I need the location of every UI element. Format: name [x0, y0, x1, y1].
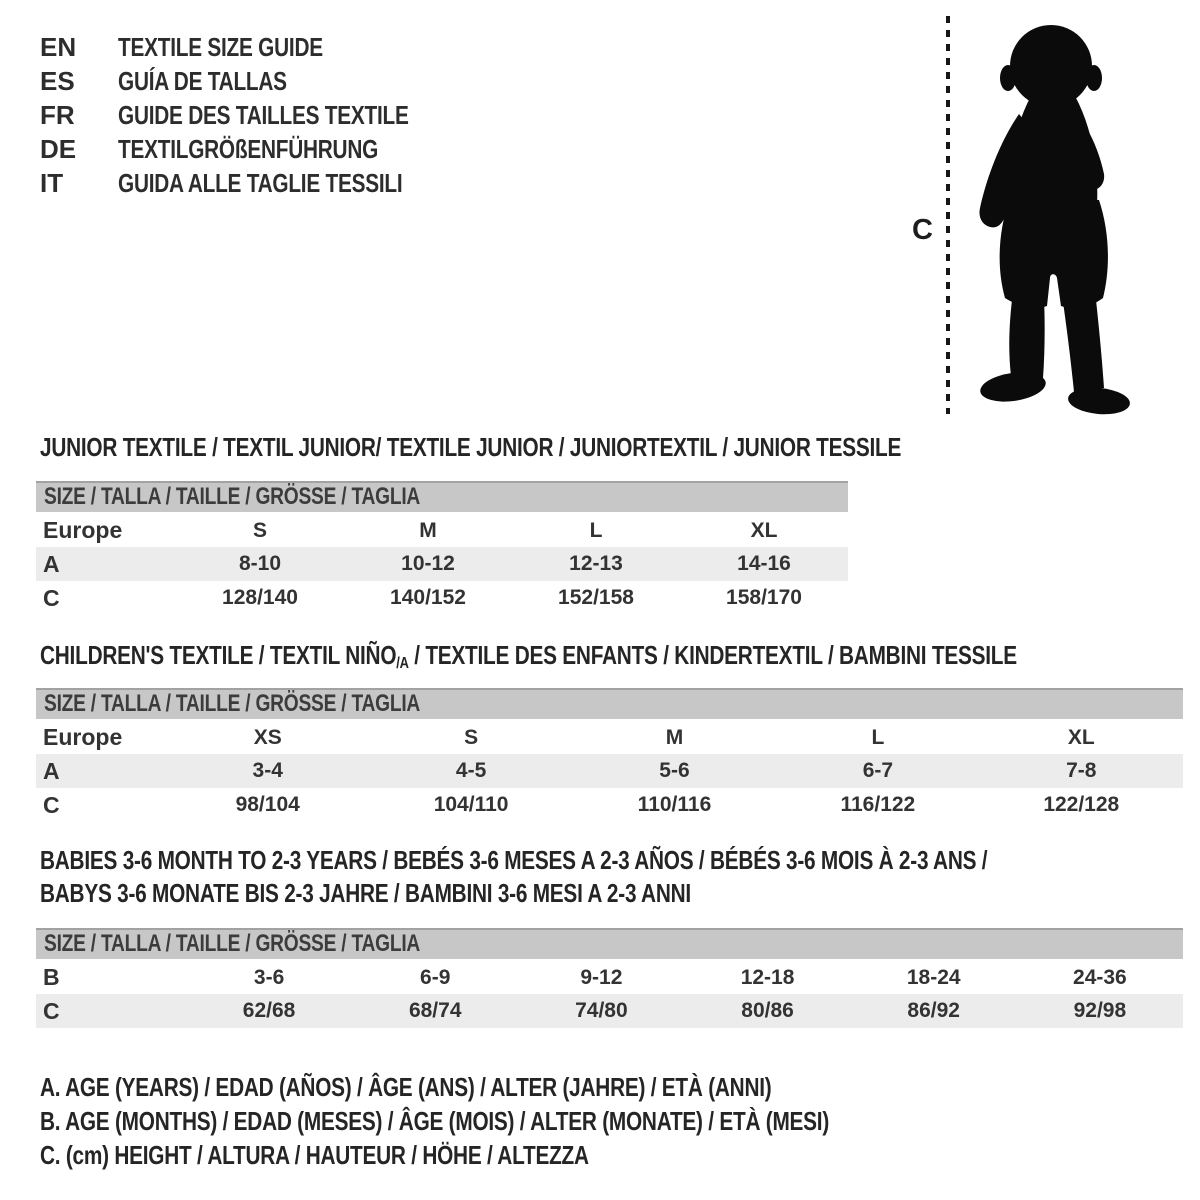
babies-section-title-line1 — [40, 845, 1200, 876]
language-title-list — [40, 30, 481, 200]
lang-code: EN — [40, 31, 77, 62]
junior-section-title — [40, 432, 1116, 463]
value-cell: 98/104 — [235, 793, 300, 816]
row-label: A — [36, 547, 176, 581]
size-cell: XS — [253, 725, 282, 749]
children-title-subscript: /A — [396, 654, 409, 673]
lang-row-fr — [40, 98, 481, 132]
measurement-legend — [40, 1070, 1026, 1172]
size-header-cell — [36, 929, 1183, 960]
value-cell: 6-7 — [776, 754, 979, 788]
height-measure-label: C — [912, 214, 933, 246]
size-cell: L — [871, 725, 885, 749]
junior-size-table — [36, 481, 848, 615]
row-label: A — [36, 754, 166, 788]
value-cell: 86/92 — [851, 994, 1017, 1028]
row-label: Europe — [43, 724, 123, 751]
babies-section-title-line2 — [40, 878, 854, 909]
size-header-cell — [36, 689, 1183, 720]
size-header-row — [36, 929, 1183, 960]
size-cell: M — [665, 725, 684, 749]
value-cell: 12-18 — [740, 965, 795, 989]
size-cell: L — [589, 518, 603, 542]
table-row-europe — [36, 720, 1183, 754]
table-row-height — [36, 788, 1183, 822]
value-cell: 68/74 — [352, 994, 518, 1028]
size-cell: S — [464, 725, 479, 749]
children-size-table — [36, 688, 1183, 822]
row-label: C — [43, 791, 60, 818]
value-cell: 62/68 — [186, 994, 352, 1028]
legend-line-c — [40, 1138, 1026, 1172]
size-cell: XL — [1067, 725, 1095, 749]
legend-line-a-text: A. AGE (YEARS) / EDAD (AÑOS) / ÂGE (ANS) / ALTER (JAHRE) / ETÀ (ANNI) — [40, 1071, 772, 1102]
babies-section-title-line1-text: BABIES 3-6 MONTH TO 2-3 YEARS / BEBÉS 3-6 MESES A 2-3 AÑOS / BÉBÉS 3-6 MOIS À 2-3 ANS / — [40, 845, 988, 875]
children-title-post: / TEXTILE DES ENFANTS / KINDERTEXTIL / BAMBINI TESSILE — [408, 640, 1017, 670]
value-cell: 122/128 — [1043, 793, 1120, 816]
value-cell: 5-6 — [573, 754, 776, 788]
lang-title: GUIDE DES TAILLES TEXTILE — [118, 99, 409, 130]
value-cell: 9-12 — [580, 965, 623, 989]
value-cell: 152/158 — [558, 586, 634, 609]
value-cell: 3-6 — [253, 965, 285, 989]
row-label: C — [36, 994, 186, 1028]
lang-row-de — [40, 132, 481, 166]
row-label: Europe — [43, 517, 123, 544]
baby-silhouette-icon — [963, 14, 1145, 420]
lang-code: FR — [40, 99, 75, 130]
children-title-pre: CHILDREN'S TEXTILE / TEXTIL NIÑO — [40, 640, 397, 670]
size-header-row — [36, 482, 848, 513]
value-cell: 6-9 — [420, 965, 451, 989]
lang-title: GUIDA ALLE TAGLIE TESSILI — [118, 167, 403, 198]
lang-code: IT — [40, 167, 64, 198]
row-label: B — [43, 964, 60, 991]
size-header-cell — [36, 482, 848, 513]
height-measure-dashed-line — [946, 16, 950, 414]
value-cell: 10-12 — [344, 547, 512, 581]
value-cell: 110/116 — [637, 793, 712, 816]
legend-line-b-text: B. AGE (MONTHS) / EDAD (MESES) / ÂGE (MOIS) / ALTER (MONATE) / ETÀ (MESI) — [40, 1105, 830, 1136]
lang-code: DE — [40, 133, 77, 164]
table-row-europe — [36, 513, 848, 547]
value-cell: 128/140 — [222, 586, 298, 609]
row-label: C — [43, 584, 60, 611]
value-cell: 158/170 — [726, 586, 802, 609]
value-cell: 3-4 — [166, 754, 369, 788]
value-cell: 80/86 — [684, 994, 850, 1028]
value-cell: 140/152 — [390, 586, 466, 609]
size-cell: M — [419, 518, 437, 542]
value-cell: 12-13 — [512, 547, 680, 581]
value-cell: 24-36 — [1073, 965, 1127, 989]
size-cell: XL — [750, 518, 778, 542]
children-section-title-text — [40, 640, 1017, 671]
babies-size-table — [36, 928, 1183, 1028]
lang-row-it — [40, 166, 481, 200]
value-cell: 14-16 — [680, 547, 848, 581]
table-row-age — [36, 754, 1183, 788]
size-header-text: SIZE / TALLA / TAILLE / GRÖSSE / TAGLIA — [44, 930, 421, 958]
value-cell: 116/122 — [840, 793, 916, 816]
junior-section-title-text: JUNIOR TEXTILE / TEXTIL JUNIOR/ TEXTILE JUNIOR / JUNIORTEXTIL / JUNIOR TESSILE — [40, 432, 902, 462]
legend-line-c-text: C. (cm) HEIGHT / ALTURA / HAUTEUR / HÖHE / ALTEZZA — [40, 1139, 589, 1170]
table-row-height — [36, 581, 848, 615]
value-cell: 8-10 — [176, 547, 344, 581]
legend-line-b — [40, 1104, 1026, 1138]
lang-title: TEXTILE SIZE GUIDE — [118, 31, 323, 62]
table-row-height — [36, 994, 1183, 1028]
size-cell: S — [252, 518, 267, 542]
size-header-row — [36, 689, 1183, 720]
table-row-months — [36, 960, 1183, 994]
size-header-text: SIZE / TALLA / TAILLE / GRÖSSE / TAGLIA — [44, 483, 421, 511]
lang-title: TEXTILGRÖßENFÜHRUNG — [118, 133, 379, 164]
legend-line-a — [40, 1070, 1026, 1104]
lang-title: GUÍA DE TALLAS — [118, 65, 287, 96]
lang-code: ES — [40, 65, 75, 96]
value-cell: 7-8 — [980, 754, 1183, 788]
lang-row-es — [40, 64, 481, 98]
table-row-age — [36, 547, 848, 581]
value-cell: 18-24 — [906, 965, 961, 989]
babies-section-title-line2-text: BABYS 3-6 MONATE BIS 2-3 JAHRE / BAMBINI 3-6 MESI A 2-3 ANNI — [40, 878, 691, 908]
value-cell: 4-5 — [369, 754, 572, 788]
children-section-title — [40, 640, 1200, 671]
lang-row-en — [40, 30, 481, 64]
value-cell: 104/110 — [433, 793, 509, 816]
size-header-text: SIZE / TALLA / TAILLE / GRÖSSE / TAGLIA — [44, 690, 421, 718]
value-cell: 92/98 — [1017, 994, 1183, 1028]
value-cell: 74/80 — [518, 994, 684, 1028]
